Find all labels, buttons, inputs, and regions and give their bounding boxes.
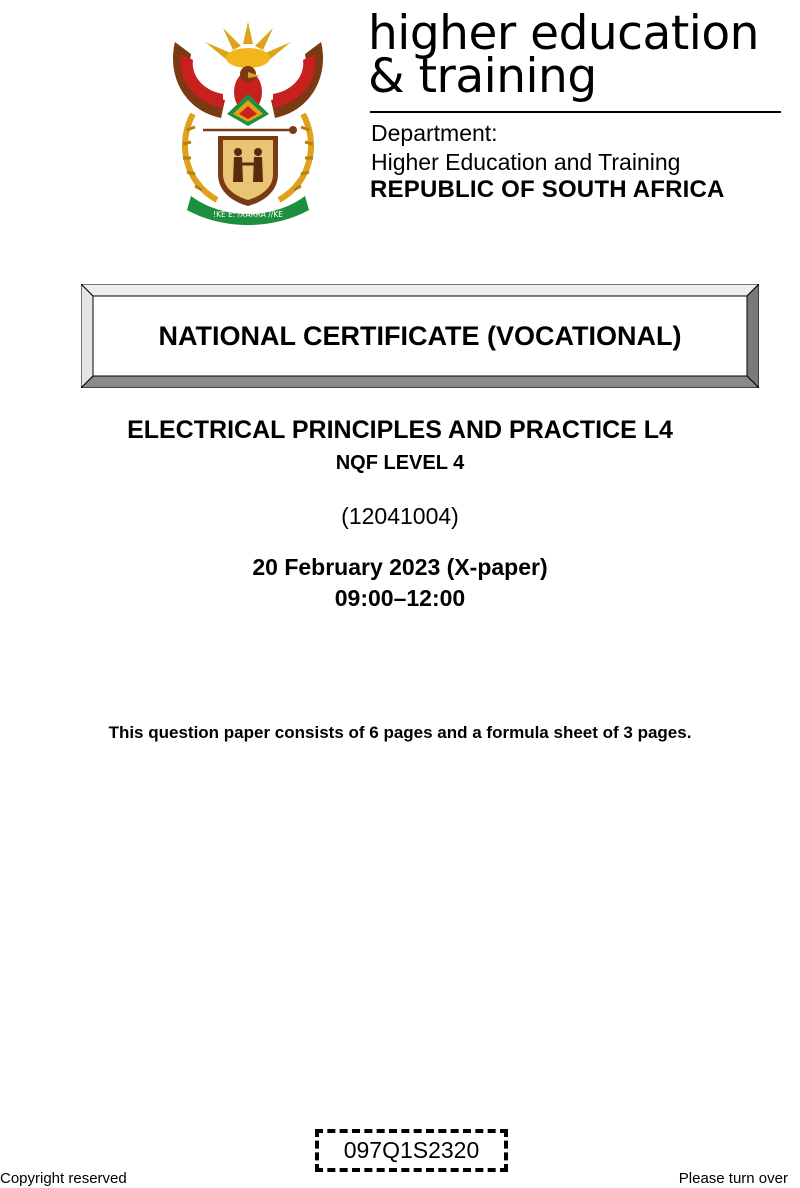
letterhead-divider: [370, 111, 781, 113]
footer-copyright: Copyright reserved: [0, 1170, 127, 1187]
protea-flower: [227, 94, 269, 126]
coat-of-arms: [163, 14, 333, 226]
rising-sun: [205, 22, 291, 68]
exam-date: 20 February 2023 (X-paper): [252, 554, 548, 580]
footer-turn-over: Please turn over: [678, 1170, 788, 1187]
department-name: Higher Education and Training: [371, 149, 681, 175]
letterhead-title-line1: higher education: [368, 6, 759, 61]
letterhead-title-line2: & training: [368, 49, 597, 104]
exam-time: 09:00–12:00: [334, 585, 466, 611]
country-name: REPUBLIC OF SOUTH AFRICA: [370, 176, 725, 203]
paper-info: This question paper consists of 6 pages and a formula sheet of 3 pages.: [108, 723, 692, 742]
nqf-level: NQF LEVEL 4: [335, 452, 465, 474]
certificate-title: NATIONAL CERTIFICATE (VOCATIONAL): [158, 320, 682, 351]
subject-title: ELECTRICAL PRINCIPLES AND PRACTICE L4: [127, 416, 673, 444]
department-label: Department:: [371, 120, 498, 146]
barcode-code: 097Q1S2320: [343, 1137, 480, 1163]
shield: [218, 136, 278, 206]
subject-code: (12041004): [341, 503, 459, 529]
motto-text: !KE E: /XARRA //KE: [213, 210, 283, 219]
